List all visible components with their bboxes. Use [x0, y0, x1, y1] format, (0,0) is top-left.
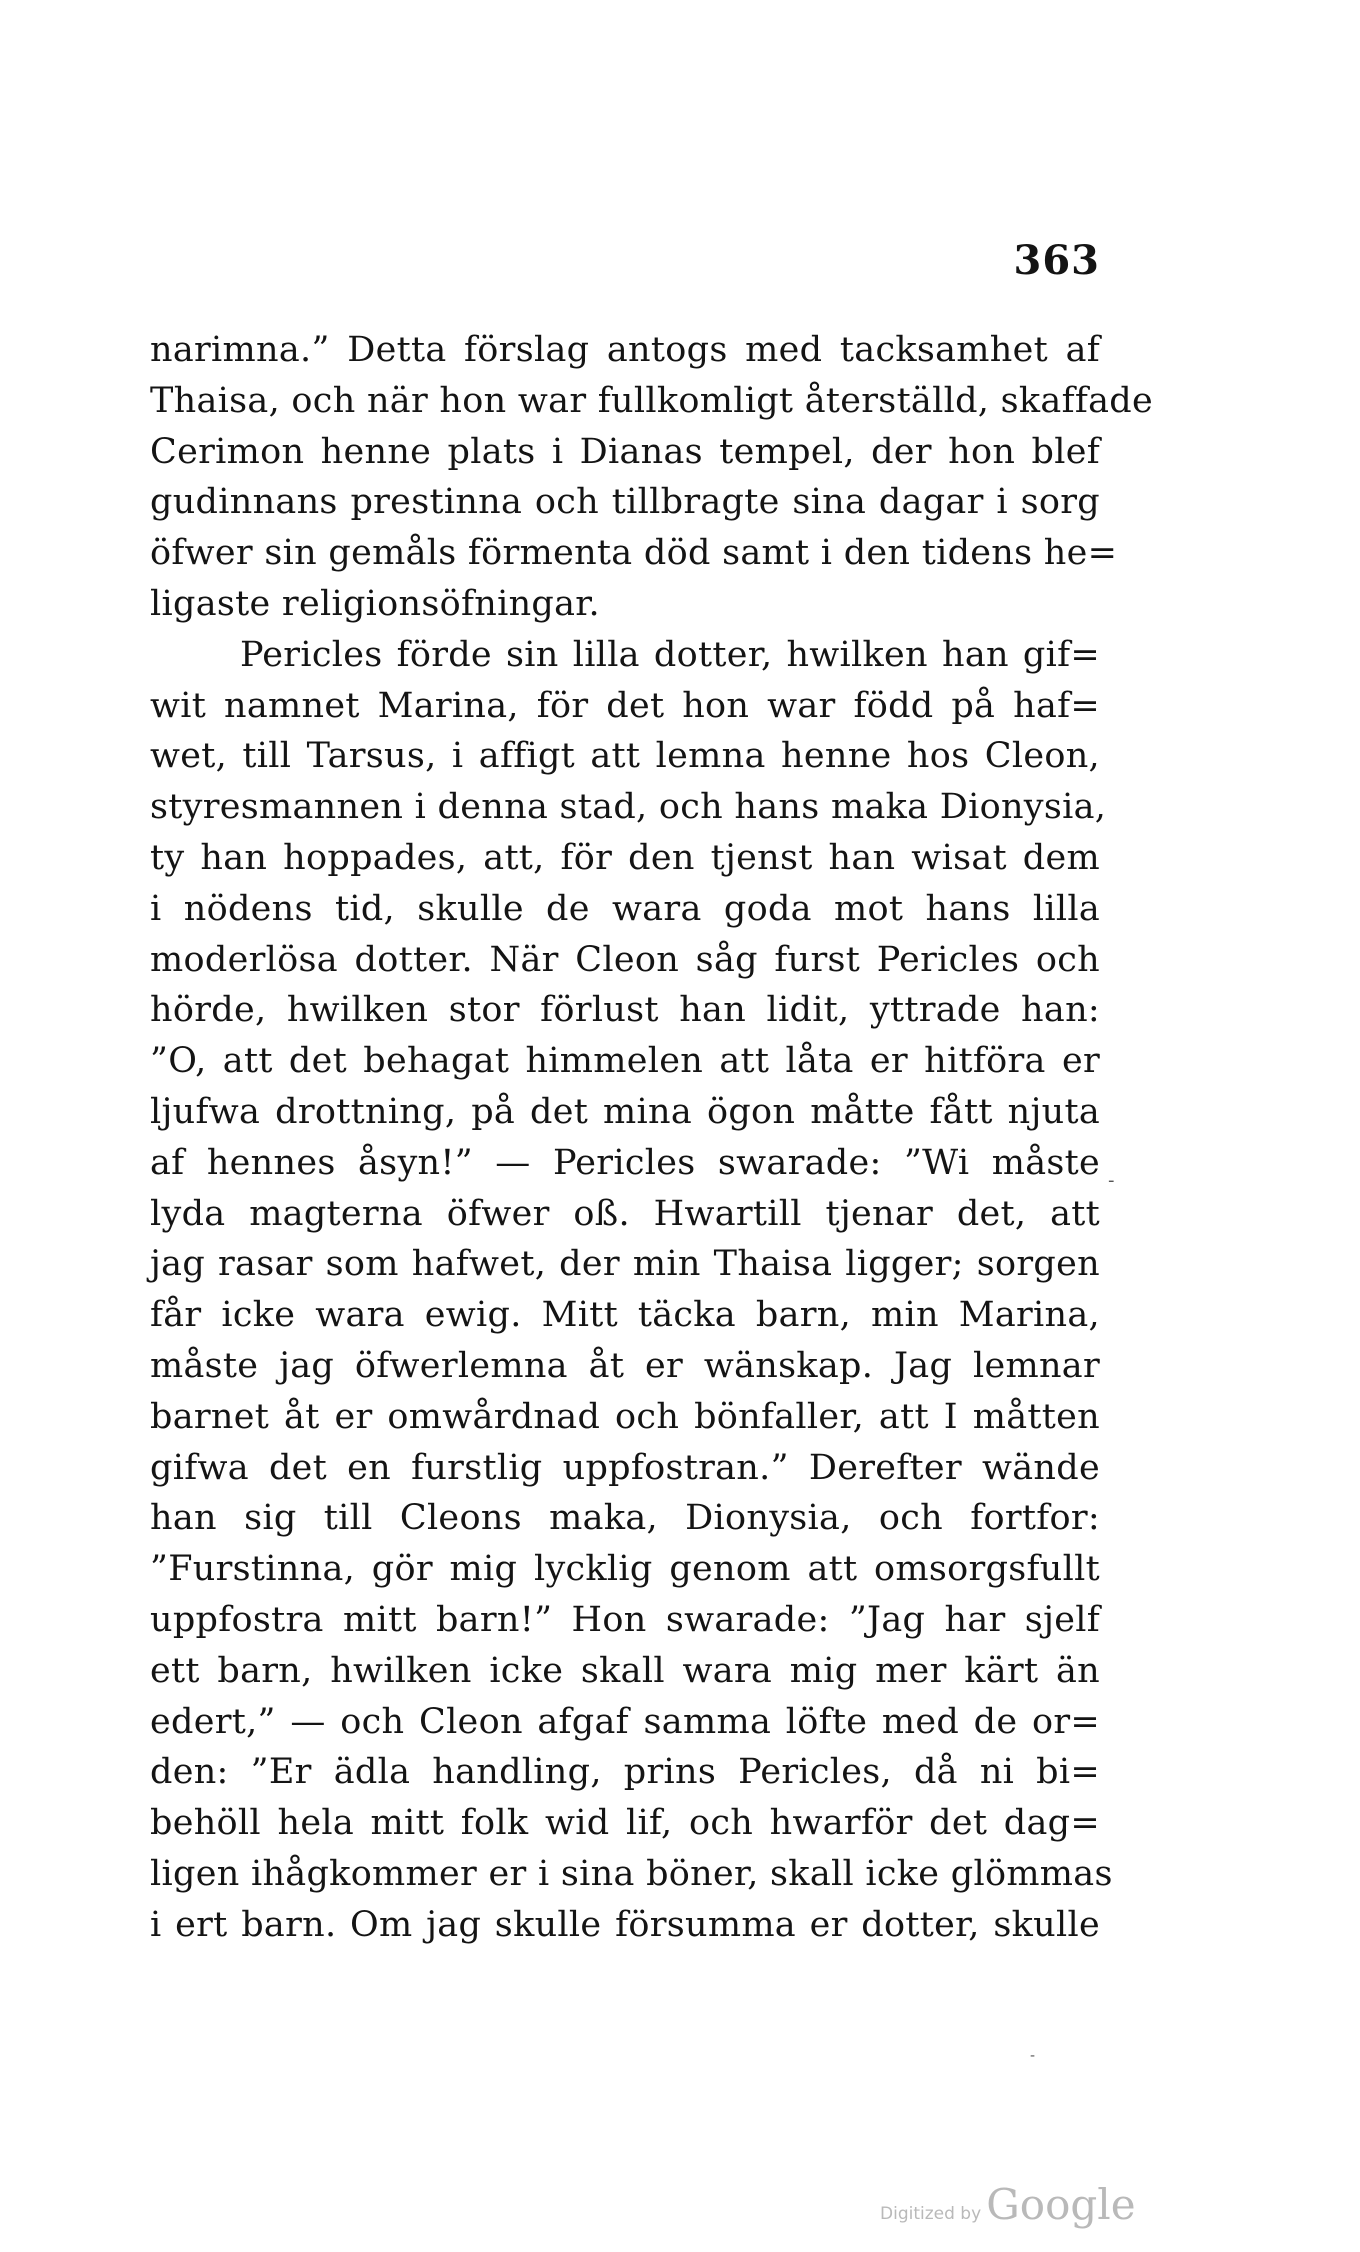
text-line: narimna.” Detta förslag antogs med tacksamhet af — [150, 330, 1100, 370]
text-line: jag rasar som hafwet, der min Thaisa ligger; sorgen — [150, 1244, 1100, 1285]
text-line: uppfostra mitt barn!” Hon swarade: ”Jag har sjelf — [150, 1599, 1100, 1640]
text-line: i ert barn. Om jag skulle försumma er dotter, skulle — [150, 1904, 1100, 1945]
paragraph-2 — [150, 630, 1113, 1951]
google-logo: Google — [986, 2180, 1136, 2229]
text-line: Pericles förde sin lilla dotter, hwilken han gif= — [240, 634, 1100, 675]
text-line: den: ”Er ädla handling, prins Pericles, då ni bi= — [150, 1752, 1100, 1793]
text-line: behöll hela mitt folk wid lif, och hwarför det dag= — [150, 1803, 1100, 1844]
text-line: han sig till Cleons maka, Dionysia, och fortfor: — [150, 1498, 1100, 1539]
text-line: får icke wara ewig. Mitt täcka barn, min Marina, — [150, 1295, 1100, 1336]
text-line: styresmannen i denna stad, och hans maka Dionysia, — [150, 787, 1107, 828]
text-line: wet, till Tarsus, i affigt att lemna henne hos Cleon, — [150, 736, 1100, 777]
text-line: hörde, hwilken stor förlust han lidit, yttrade han: — [150, 990, 1100, 1031]
text-line: gudinnans prestinna och tillbragte sina dagar i sorg — [150, 482, 1100, 523]
text-line: ljufwa drottning, på det mina ögon måtte fått njuta — [150, 1091, 1100, 1132]
paragraph-1 — [150, 325, 1153, 630]
text-line: ligaste religionsöfningar. — [150, 583, 600, 624]
page-number: 363 — [1013, 237, 1100, 284]
text-line: af hennes åsyn!” — Pericles swarade: ”Wi måste — [150, 1142, 1100, 1183]
text-line: barnet åt er omwårdnad och bönfaller, att I måtten — [150, 1396, 1100, 1437]
watermark-prefix: Digitized by — [880, 2204, 982, 2224]
text-line: ”Furstinna, gör mig lycklig genom att omsorgsfullt — [150, 1549, 1100, 1590]
digitized-by-google-watermark — [880, 2180, 1180, 2229]
text-line: edert,” — och Cleon afgaf samma löfte med de or= — [150, 1701, 1100, 1742]
stray-mark: - — [1030, 2048, 1036, 2064]
text-line: ett barn, hwilken icke skall wara mig mer kärt än — [150, 1650, 1100, 1691]
text-line: ”O, att det behagat himmelen att låta er hitföra er — [150, 1041, 1100, 1082]
text-line: Thaisa, och när hon war fullkomligt återställd, skaffade — [150, 380, 1153, 421]
text-line: måste jag öfwerlemna åt er wänskap. Jag lemnar — [150, 1345, 1100, 1386]
text-line: i nödens tid, skulle de wara goda mot hans lilla — [150, 888, 1100, 929]
text-line: öfwer sin gemåls förmenta död samt i den tidens he= — [150, 533, 1118, 574]
text-line: lyda magterna öfwer oß. Hwartill tjenar det, att — [150, 1193, 1100, 1234]
stray-mark: - — [1108, 1170, 1115, 1191]
text-line: wit namnet Marina, för det hon war född på haf= — [150, 685, 1100, 726]
text-line: moderlösa dotter. När Cleon såg furst Pericles och — [150, 939, 1100, 980]
text-line: ligen ihågkommer er i sina böner, skall icke glömmas — [150, 1853, 1113, 1894]
text-line: ty han hoppades, att, för den tjenst han wisat dem — [150, 837, 1100, 878]
body-text — [150, 325, 1153, 1951]
text-line: gifwa det en furstlig uppfostran.” Derefter wände — [150, 1447, 1100, 1488]
text-line: Cerimon henne plats i Dianas tempel, der hon blef — [150, 431, 1100, 472]
